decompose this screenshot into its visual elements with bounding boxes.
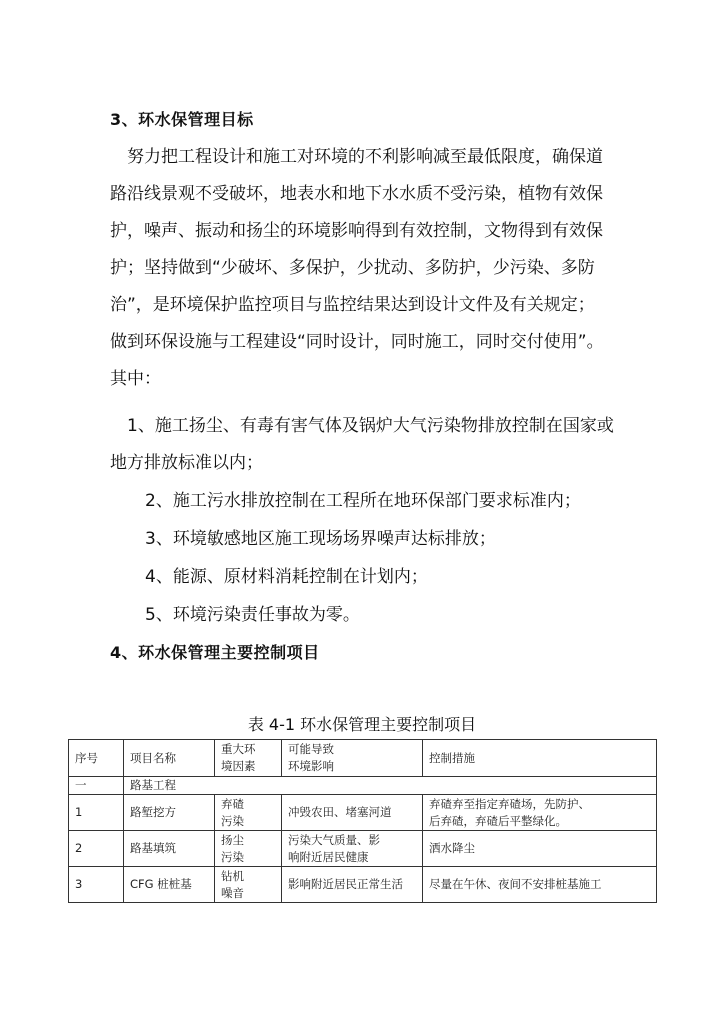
row-factor-line-2: 污染 bbox=[221, 849, 244, 864]
row-measure-line-1: 弃碴弃至指定弃碴场，先防护、 bbox=[429, 796, 590, 811]
row-impact bbox=[282, 795, 423, 831]
header-factor bbox=[215, 740, 282, 777]
list-item-5: 5、环境污染责任事故为零。 bbox=[145, 605, 360, 625]
row-measure bbox=[423, 795, 657, 831]
table-header-row bbox=[69, 740, 657, 777]
table-section-row bbox=[69, 777, 657, 795]
row-measure-line-1: 洒水降尘 bbox=[429, 841, 475, 855]
row-measure-line-2: 后弃碴，弃碴后平整绿化。 bbox=[429, 813, 567, 828]
section-4-heading: 4、环水保管理主要控制项目 bbox=[110, 643, 320, 662]
row-factor bbox=[215, 867, 282, 903]
control-items-table bbox=[68, 739, 657, 903]
list-item-1-line-1: 1、施工扬尘、有毒有害气体及锅炉大气污染物排放控制在国家或 bbox=[127, 416, 614, 436]
row-factor-line-2: 污染 bbox=[221, 813, 244, 828]
list-item-2: 2、施工污水排放控制在工程所在地环保部门要求标准内； bbox=[145, 491, 581, 511]
row-factor bbox=[215, 795, 282, 831]
row-measure-line-1: 尽量在午休、夜间不安排桩基施工 bbox=[429, 877, 602, 891]
row-no: 2 bbox=[69, 831, 124, 867]
list-item-4: 4、能源、原材料消耗控制在计划内； bbox=[145, 567, 428, 587]
section-3-heading: 3、环水保管理目标 bbox=[110, 110, 254, 129]
table-caption: 表 4-1 环水保管理主要控制项目 bbox=[247, 715, 477, 734]
table-row bbox=[69, 831, 657, 867]
section-no: 一 bbox=[69, 777, 124, 795]
row-impact-line-1: 影响附近居民正常生活 bbox=[288, 877, 403, 891]
row-measure bbox=[423, 831, 657, 867]
row-impact-line-1: 污染大气质量、影 bbox=[288, 832, 380, 847]
paragraph-line: 护；坚持做到“少破坏、多保护，少扰动、多防护，少污染、多防 bbox=[110, 258, 595, 278]
row-factor-line-1: 钻机 bbox=[221, 868, 244, 883]
row-impact bbox=[282, 831, 423, 867]
paragraph-line: 路沿线景观不受破坏，地表水和地下水水质不受污染，植物有效保 bbox=[110, 184, 603, 204]
paragraph-line: 治”，是环境保护监控项目与监控结果达到设计文件及有关规定； bbox=[110, 295, 595, 315]
row-impact-line-1: 冲毁农田、堵塞河道 bbox=[288, 805, 392, 819]
row-impact-line-2: 响附近居民健康 bbox=[288, 849, 369, 864]
table-row bbox=[69, 867, 657, 903]
row-factor-line-1: 扬尘 bbox=[221, 832, 244, 847]
header-factor-line-2: 境因素 bbox=[221, 759, 256, 773]
section-name: 路基工程 bbox=[124, 777, 657, 795]
table-row bbox=[69, 795, 657, 831]
row-no: 3 bbox=[69, 867, 124, 903]
header-impact-line-2: 环境影响 bbox=[288, 759, 334, 773]
row-impact bbox=[282, 867, 423, 903]
paragraph-line: 护，噪声、振动和扬尘的环境影响得到有效控制，文物得到有效保 bbox=[110, 221, 603, 241]
paragraph-line: 做到环保设施与工程建设“同时设计，同时施工，同时交付使用”。 bbox=[110, 332, 604, 352]
section-3-paragraph bbox=[110, 139, 604, 398]
list-item-1-line-2: 地方排放标准以内； bbox=[110, 453, 263, 473]
row-no: 1 bbox=[69, 795, 124, 831]
row-name: CFG 桩桩基 bbox=[124, 867, 215, 903]
row-name: 路堑挖方 bbox=[124, 795, 215, 831]
header-impact-line-1: 可能导致 bbox=[288, 742, 334, 756]
row-factor bbox=[215, 831, 282, 867]
paragraph-line: 其中： bbox=[110, 369, 161, 389]
row-factor-line-1: 弃碴 bbox=[221, 796, 244, 811]
paragraph-line: 努力把工程设计和施工对环境的不利影响减至最低限度，确保道 bbox=[110, 147, 603, 167]
header-impact bbox=[282, 740, 423, 777]
header-name: 项目名称 bbox=[124, 740, 215, 777]
row-measure bbox=[423, 867, 657, 903]
row-name: 路基填筑 bbox=[124, 831, 215, 867]
header-factor-line-1: 重大环 bbox=[221, 742, 256, 756]
row-factor-line-2: 噪音 bbox=[221, 885, 244, 900]
header-no: 序号 bbox=[69, 740, 124, 777]
header-measure: 控制措施 bbox=[423, 740, 657, 777]
list-item-3: 3、环境敏感地区施工现场场界噪声达标排放； bbox=[145, 529, 496, 549]
